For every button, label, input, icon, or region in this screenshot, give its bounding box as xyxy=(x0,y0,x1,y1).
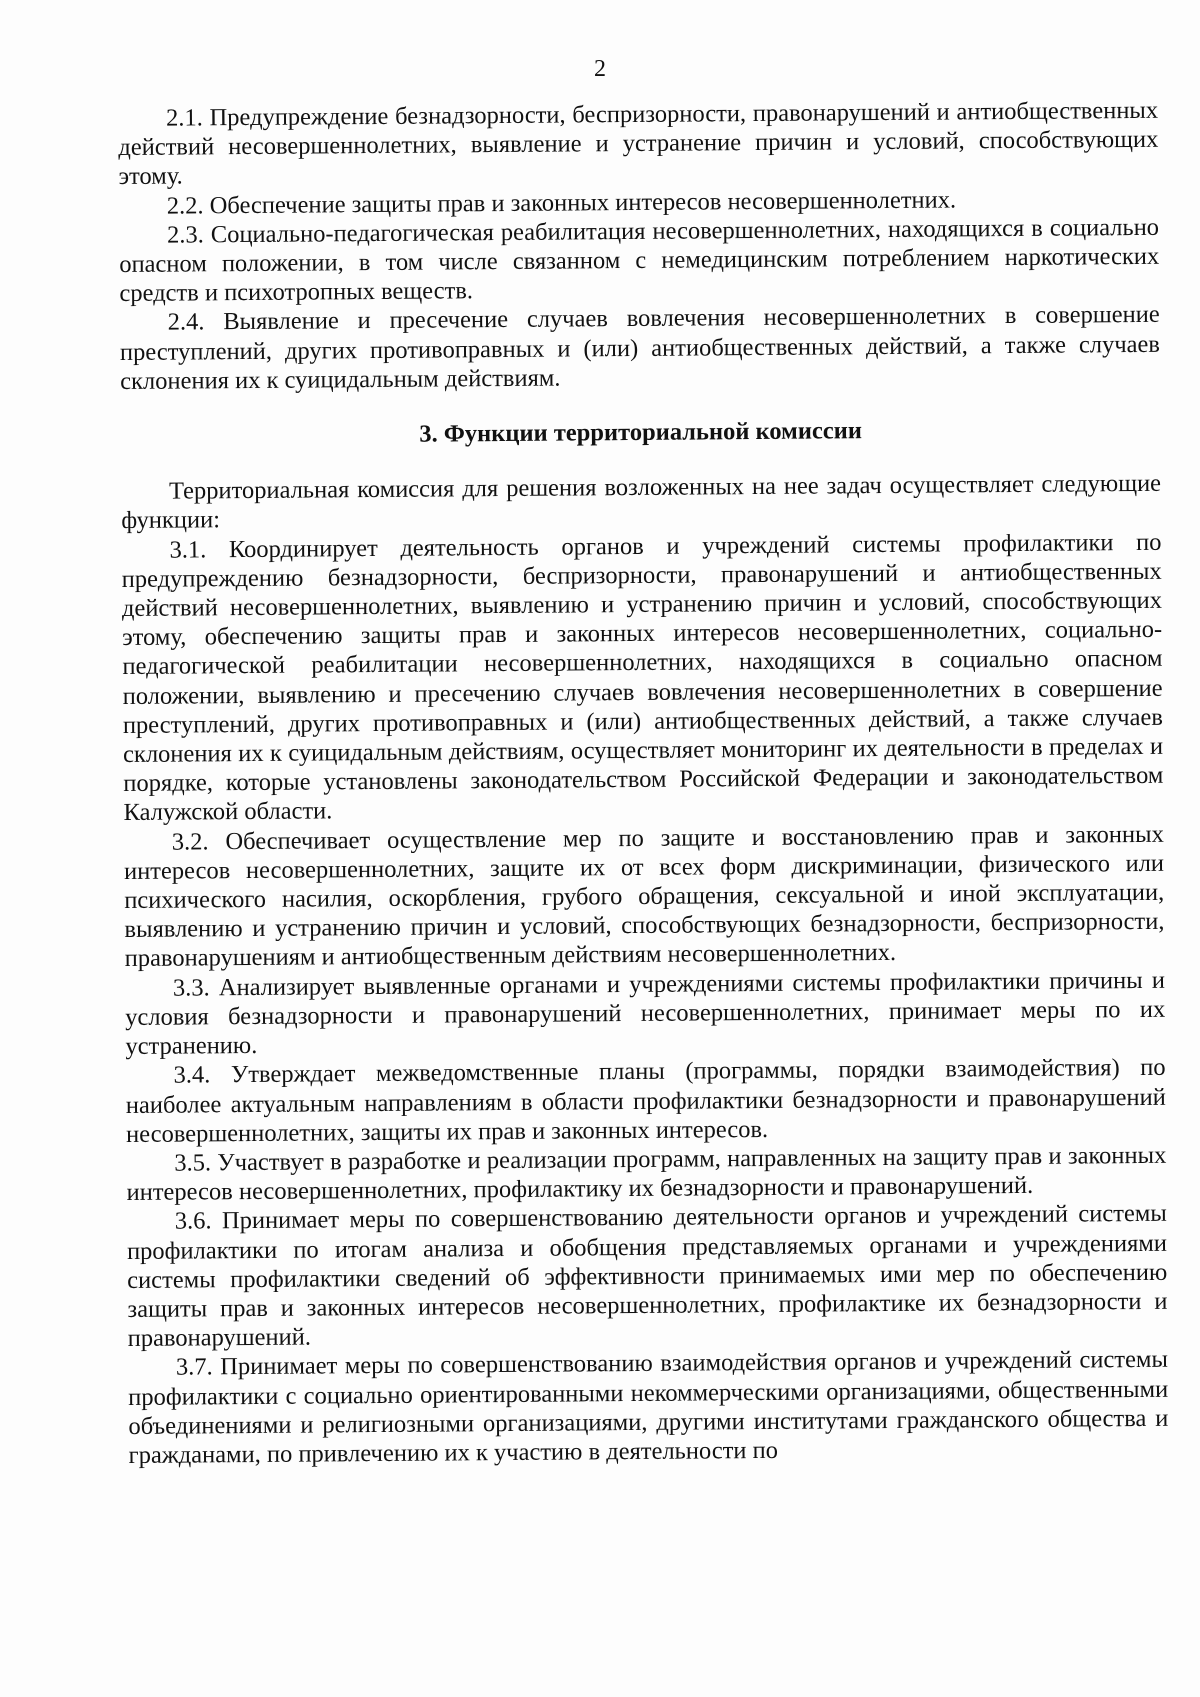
task-item-2-3: 2.3. Социально-педагогическая реабилитация несовершеннолетних, находящихся в социально опасном положении, в том числе связанном с немедицинским потреблением наркотических средств и психотропных веществ. xyxy=(119,213,1160,308)
function-item-3-3: 3.3. Анализирует выявленные органами и учреждениями системы профилактики причины и условия безнадзорности и правонарушений несовершеннолетних, принимает меры по их устранению. xyxy=(125,966,1166,1061)
function-item-3-6: 3.6. Принимает меры по совершенствованию деятельности органов и учреждений системы профилактики по итогам анализа и обобщения представляемых органами и учреждениями системы профилактики сведений об эффективности принимаемых ими мер по обеспечению защиты прав и законных интересов несовершеннолетних, профилактике их безнадзорности и правонарушений. xyxy=(126,1200,1168,1353)
section-title: 3. Функции территориальной комиссии xyxy=(419,417,863,448)
function-item-3-5: 3.5. Участвует в разработке и реализации программ, направленных на защиту прав и законных интересов несовершеннолетних, профилактику их безнадзорности и правонарушений. xyxy=(126,1141,1167,1207)
task-item-2-2: 2.2. Обеспечение защиты прав и законных интересов несовершеннолетних. xyxy=(166,186,957,220)
page-number: 2 xyxy=(594,56,606,82)
function-item-3-7: 3.7. Принимает меры по совершенствованию взаимодействия органов и учреждений системы профилактики с социально ориентированными некоммерческими организациями, общественными объединениями и религиозными организациями, другими институтами гражданского общества и гражданами, по привлечению их к участию в деятельности по xyxy=(128,1346,1169,1469)
document-body xyxy=(118,96,1169,1470)
task-item-2-1: 2.1. Предупреждение безнадзорности, беспризорности, правонарушений и антиобщественных действий несовершеннолетних, выявление и устранение причин и условий, способствующих этому. xyxy=(118,96,1159,191)
task-item-2-4: 2.4. Выявление и пресечение случаев вовлечения несовершеннолетних в совершение преступлений, других противоправных и (или) антиобщественных действий, а также случаев склонения их к суицидальным действиям. xyxy=(119,301,1161,395)
functions-intro: Территориальная комиссия для решения возложенных на нее задач осуществляет следующие функции: xyxy=(121,470,1162,535)
function-item-3-4: 3.4. Утверждает межведомственные планы (программы, порядки взаимодействия) по наиболее актуальным направлениям в области профилактики безнадзорности и правонарушений несовершеннолетних, защиты их прав и законных интересов. xyxy=(125,1054,1166,1148)
function-item-3-2: 3.2. Обеспечивает осуществление мер по защите и восстановлению прав и законных интересов несовершеннолетних, защите их от всех форм дискриминации, физического или психического насилия, оскорбления, грубого обращения, сексуальной и иной эксплуатации, выявлению и устранению причин и условий, способствующих безнадзорности, беспризорности, правонарушениям и антиобщественным действиям несовершеннолетних. xyxy=(123,820,1165,973)
function-item-3-1: 3.1. Координирует деятельность органов и учреждений системы профилактики по предупреждению безнадзорности, беспризорности, правонарушений и антиобщественных действий несовершеннолетних, выявлению и устранению причин и условий, способствующих этому, обеспечению защиты прав и законных интересов несовершеннолетних, социально-педагогической реабилитации несовершеннолетних, находящихся в социально опасном положении, выявлению и пресечению случаев вовлечения несовершеннолетних в совершение преступлений, других противоправных и (или) антиобщественных действий, а также случаев склонения их к суицидальным действиям, осуществляет мониторинг их деятельности в пределах и порядке, которые установлены законодательством Российской Федерации и законодательством Калужской области. xyxy=(121,528,1164,827)
